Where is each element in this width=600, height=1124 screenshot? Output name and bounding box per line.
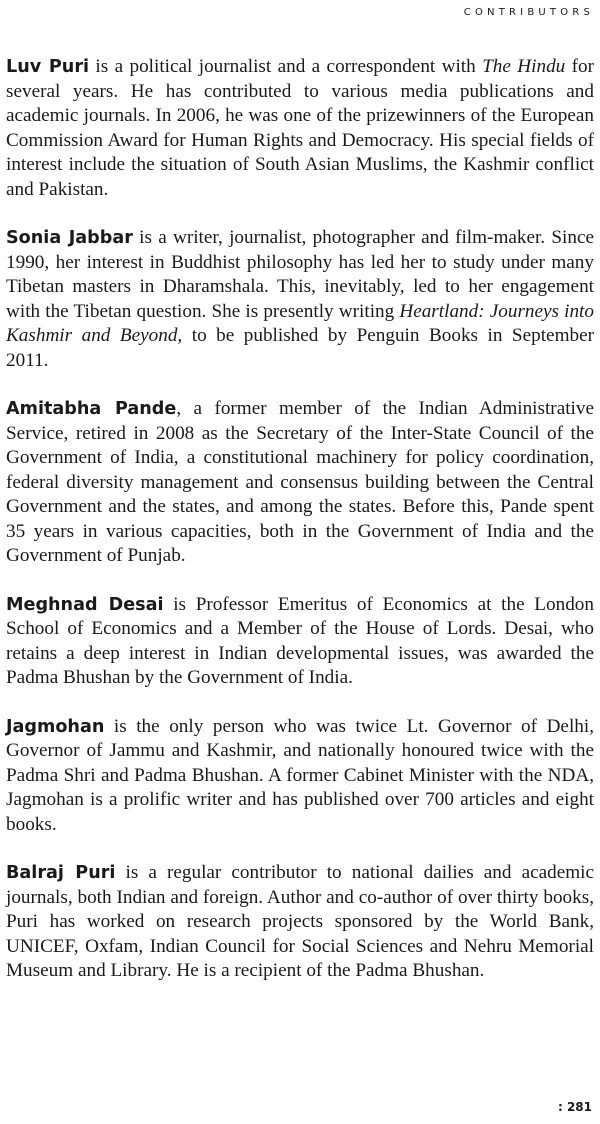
contributor-entry-luv-puri bbox=[6, 55, 594, 202]
running-head: CONTRIBUTORS bbox=[463, 7, 594, 18]
contributor-entry-meghnad-desai bbox=[6, 593, 594, 691]
contributor-bio: is a regular contributor to national dailies and academic journals, both Indian and foreign. Author and co-author of over thirty books, Puri has worked on research projects sponsored by the World Bank, UNICEF, Oxfam, Indian Council for Social Sciences and Nehru Memorial Museum and Library. He is a recipient of the Padma Bhushan. bbox=[6, 862, 594, 981]
contributor-name: Jagmohan bbox=[6, 716, 105, 737]
contributor-name: Luv Puri bbox=[6, 57, 90, 77]
contributor-entry-amitabha-pande bbox=[6, 397, 594, 569]
page-number: : 281 bbox=[557, 1100, 592, 1114]
contributor-bio: is the only person who was twice Lt. Governor of Delhi, Governor of Jammu and Kashmir, and nationally honoured twice with the Padma Shri and Padma Bhushan. A former Cabinet Minister with the NDA, Jagmohan is a prolific writer and has published over 700 articles and eight books. bbox=[6, 715, 594, 835]
contributor-name: Sonia Jabbar bbox=[6, 228, 133, 248]
contributor-bio-continued: to be published by Penguin Books in September 2011. bbox=[6, 325, 594, 371]
contributor-bio-continued: for several years. He has contributed to various media publications and academic journals. In 2006, he was one of the prizewinners of the European Commission Award for Human Rights and Democracy. His special fields of interest include the situation of South Asian Muslims, the Kashmir conflict and Pakistan. bbox=[6, 56, 594, 200]
publication-title: The Hindu bbox=[482, 56, 566, 77]
contributor-bio: is Professor Emeritus of Economics at the London School of Economics and a Member of the House of Lords. Desai, who retains a deep interest in Indian developmental issues, was awarded the Padma Bhushan by the Government of India. bbox=[6, 593, 594, 688]
contributor-entry-sonia-jabbar bbox=[6, 226, 594, 373]
contributor-name: Meghnad Desai bbox=[6, 594, 164, 615]
contributor-name: Amitabha Pande bbox=[6, 399, 177, 419]
contributor-name: Balraj Puri bbox=[6, 863, 116, 883]
contributor-bio: , a former member of the Indian Administrative Service, retired in 2008 as the Secretary of the Inter-State Council of the Government of India, a constitutional machinery for policy coordination, federal diversity management and consensus building between the Central Government and the states, and among the states. Before this, Pande spent 35 years in various capacities, both in the Government of India and the Government of Punjab. bbox=[6, 398, 594, 566]
book-title: Heartland: Journeys into Kashmir and Beyond, bbox=[6, 300, 594, 346]
contributor-entry-jagmohan bbox=[6, 715, 594, 838]
contributor-entry-balraj-puri bbox=[6, 861, 594, 984]
contributor-bio: is a writer, journalist, photographer and film-maker. Since 1990, her interest in Buddhist philosophy has led her to study under many Tibetan masters in Dharamshala. This, inevitably, led to her engagement with the Tibetan question. She is presently writing bbox=[6, 227, 595, 322]
contributor-bio: is a political journalist and a correspondent with bbox=[89, 56, 483, 77]
contributors-list bbox=[6, 55, 594, 1008]
